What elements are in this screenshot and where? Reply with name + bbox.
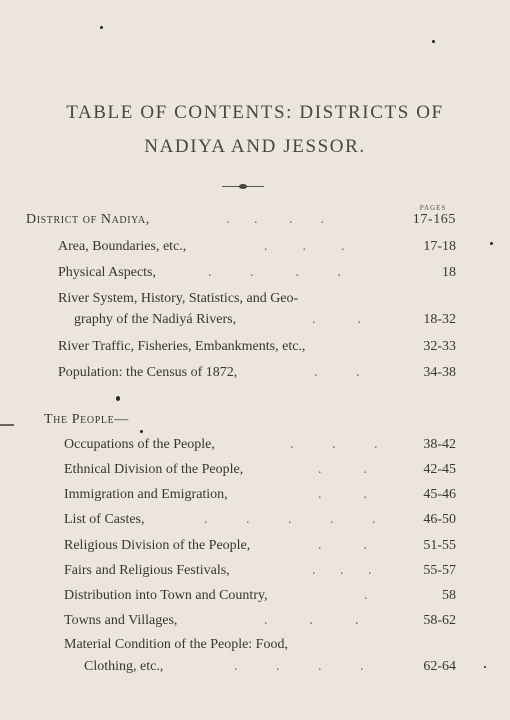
- paper-speck: [116, 396, 120, 401]
- leader-dots: . .: [312, 312, 361, 327]
- leader-dots: . . .: [264, 239, 345, 254]
- pages-column-heading: PAGES: [419, 204, 447, 212]
- paper-speck: [484, 666, 486, 668]
- toc-entry-label: Area, Boundaries, etc.,: [58, 239, 187, 254]
- leader-dots: . . . . .: [204, 512, 376, 527]
- toc-entry-pages: 17-18: [423, 239, 456, 254]
- toc-entry-label: graphy of the Nadiyá Rivers,: [74, 312, 237, 327]
- toc-entry-label: Material Condition of the People: Food,: [64, 637, 288, 652]
- leader-dots: . . . .: [234, 659, 364, 674]
- leader-dots: . .: [314, 365, 360, 380]
- page-title-line-1: TABLE OF CONTENTS: DISTRICTS OF: [66, 102, 444, 123]
- toc-entry-pages: 45-46: [423, 487, 456, 502]
- toc-entry-pages: 42-45: [423, 462, 456, 477]
- ornamental-rule: [222, 186, 264, 187]
- leader-dots: . .: [318, 487, 367, 502]
- toc-entry-label: Immigration and Emigration,: [64, 487, 228, 502]
- leader-dots: . . .: [264, 613, 359, 628]
- toc-entry-label: Ethnical Division of the People,: [64, 462, 244, 477]
- leader-dots: .: [364, 588, 368, 603]
- toc-entry-pages: 58-62: [423, 613, 456, 628]
- toc-entry-pages: 58: [442, 588, 456, 603]
- toc-entry-label: The People—: [44, 412, 129, 427]
- toc-entry-label: Physical Aspects,: [58, 265, 156, 280]
- leader-dots: . .: [318, 462, 367, 477]
- toc-entry-label: Population: the Census of 1872,: [58, 365, 238, 380]
- toc-entry-pages: 18: [442, 265, 456, 280]
- leader-dots: . .: [318, 538, 367, 553]
- toc-entry-pages: 46-50: [423, 512, 456, 527]
- paper-speck: [140, 430, 143, 433]
- leader-dots: . . . .: [208, 265, 341, 280]
- toc-entry-pages: 32-33: [423, 339, 456, 354]
- page-title-line-2: NADIYA AND JESSOR.: [144, 136, 366, 157]
- toc-entry-label: River System, History, Statistics, and Geo-: [58, 291, 299, 306]
- toc-entry-label: Occupations of the People,: [64, 437, 215, 452]
- toc-entry-pages: 51-55: [423, 538, 456, 553]
- toc-entry-label: Fairs and Religious Festivals,: [64, 563, 230, 578]
- toc-entry-pages: 38-42: [423, 437, 456, 452]
- toc-entry-label: Clothing, etc.,: [84, 659, 164, 674]
- toc-entry-label: District of Nadiya,: [26, 212, 150, 227]
- toc-entry-label: Distribution into Town and Country,: [64, 588, 268, 603]
- toc-entry-pages: 17-165: [412, 212, 456, 227]
- paper-speck: [432, 40, 435, 43]
- leader-dots: . . . .: [226, 212, 324, 227]
- paper-speck: [490, 242, 493, 245]
- toc-entry-label: Religious Division of the People,: [64, 538, 251, 553]
- leader-dots: . . .: [290, 437, 378, 452]
- toc-entry-label: River Traffic, Fisheries, Embankments, etc.,: [58, 339, 306, 354]
- page-edge-mark: [0, 424, 14, 426]
- toc-entry-pages: 62-64: [423, 659, 456, 674]
- toc-entry-pages: 18-32: [423, 312, 456, 327]
- toc-entry-pages: 34-38: [423, 365, 456, 380]
- leader-dots: . . .: [312, 563, 372, 578]
- paper-speck: [100, 26, 103, 29]
- toc-entry-label: Towns and Villages,: [64, 613, 178, 628]
- toc-entry-pages: 55-57: [423, 563, 456, 578]
- toc-entry-label: List of Castes,: [64, 512, 145, 527]
